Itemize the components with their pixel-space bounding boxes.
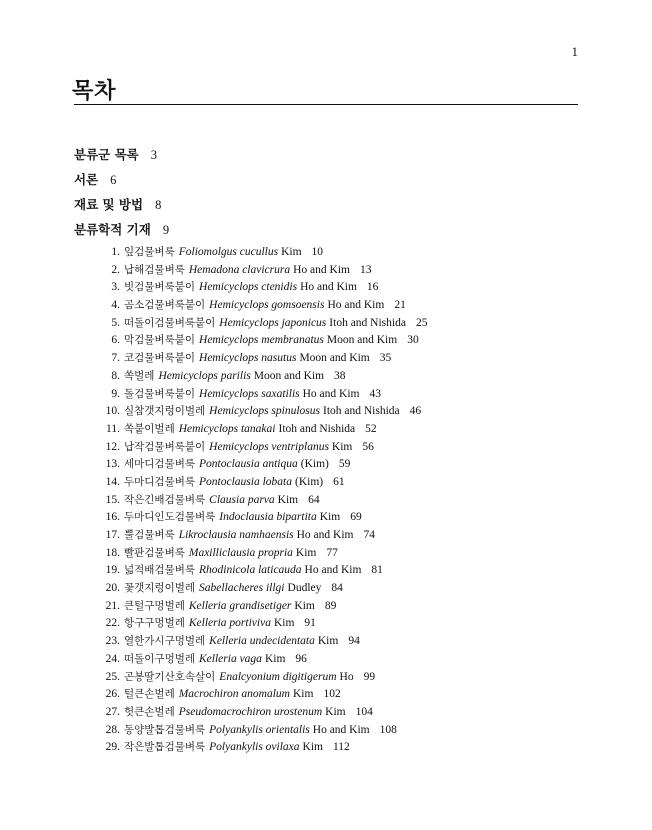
entry-page-number: 91 bbox=[304, 617, 316, 630]
entry-scientific-name: Macrochiron anomalum bbox=[178, 688, 290, 701]
entry-korean-name: 쏙벌레 bbox=[124, 369, 155, 382]
entry-scientific-name: Hemicyclops gomsoensis bbox=[209, 299, 325, 312]
entry-author: (Kim) bbox=[294, 475, 324, 488]
entry-page-number: 81 bbox=[371, 564, 383, 577]
entry-page-number: 104 bbox=[355, 705, 373, 718]
entry-page-number: 102 bbox=[323, 688, 341, 701]
section-label: 분류군 목록 bbox=[74, 147, 139, 162]
toc-entry bbox=[96, 704, 427, 722]
entry-page-number: 94 bbox=[348, 635, 360, 648]
entry-number: 19. bbox=[105, 564, 120, 577]
entry-page-number: 10 bbox=[311, 246, 324, 258]
toc-entry bbox=[96, 474, 427, 492]
entry-korean-name: 빗검물벼룩붙이 bbox=[124, 281, 196, 294]
toc-entry bbox=[96, 421, 427, 439]
entry-author: Ho and Kim bbox=[293, 263, 350, 276]
toc-entry bbox=[96, 615, 427, 633]
entry-number: 8. bbox=[111, 369, 120, 382]
entry-author: Kim bbox=[319, 511, 341, 524]
entry-page-number: 74 bbox=[363, 529, 375, 541]
toc-entry bbox=[96, 262, 427, 280]
entry-author: Kim bbox=[277, 493, 299, 506]
entry-page-number: 43 bbox=[369, 387, 381, 400]
entry-scientific-name: Kelleria undecidentata bbox=[209, 635, 315, 648]
entry-number: 24. bbox=[105, 652, 120, 665]
entry-scientific-name: Hemadona clavicrura bbox=[188, 263, 291, 276]
entry-author: Kim bbox=[325, 705, 346, 718]
entry-number: 1. bbox=[111, 246, 120, 258]
entry-korean-name: 납작검물벼룩붙이 bbox=[124, 440, 206, 453]
entry-number: 28. bbox=[105, 723, 120, 736]
entry-number: 12. bbox=[105, 440, 120, 453]
entry-korean-name: 떠돌이검물벼룩붙이 bbox=[124, 316, 216, 329]
section-page: 3 bbox=[150, 148, 157, 162]
title-divider bbox=[74, 104, 578, 105]
entry-korean-name: 잎검물벼룩 bbox=[124, 246, 175, 258]
entry-number: 13. bbox=[105, 458, 120, 471]
entry-korean-name: 작은긴배검물벼룩 bbox=[124, 493, 206, 506]
toc-entry bbox=[96, 722, 427, 740]
entry-scientific-name: Polyankylis ovilaxa bbox=[209, 741, 300, 754]
toc-entry bbox=[96, 350, 427, 368]
section-page: 9 bbox=[162, 223, 170, 237]
entry-number: 29. bbox=[105, 741, 120, 754]
entry-page-number: 52 bbox=[365, 422, 377, 435]
toc-section-introduction bbox=[74, 171, 169, 196]
entry-page-number: 96 bbox=[295, 652, 307, 665]
toc-entry bbox=[96, 332, 427, 350]
entry-author: Itoh and Nishida bbox=[329, 316, 406, 329]
entry-page-number: 16 bbox=[366, 281, 379, 294]
entry-number: 25. bbox=[105, 670, 120, 683]
entry-number: 20. bbox=[105, 582, 120, 595]
entry-number: 9. bbox=[111, 387, 120, 400]
section-label: 서론 bbox=[74, 172, 99, 187]
section-page: 6 bbox=[110, 173, 117, 187]
entry-page-number: 84 bbox=[331, 582, 343, 595]
entry-author: Kim bbox=[264, 652, 286, 665]
toc-entry bbox=[96, 651, 427, 669]
entry-author: Ho and Kim bbox=[304, 564, 362, 577]
section-page: 8 bbox=[155, 198, 162, 212]
entry-korean-name: 떠돌이구멍벌레 bbox=[124, 652, 196, 665]
entry-page-number: 56 bbox=[362, 440, 374, 453]
entry-scientific-name: Kelleria grandisetiger bbox=[188, 599, 292, 612]
entry-korean-name: 실참갯지렁이벌레 bbox=[124, 405, 206, 418]
entry-author: Kim bbox=[281, 246, 302, 258]
entry-number: 2. bbox=[111, 263, 120, 276]
entry-page-number: 112 bbox=[332, 741, 350, 754]
toc-entry bbox=[96, 368, 427, 386]
toc-section-systematic-accounts bbox=[74, 221, 169, 246]
entry-korean-name: 항구구멍벌레 bbox=[124, 617, 185, 630]
entry-author: Ho and Kim bbox=[302, 387, 360, 400]
entry-page-number: 77 bbox=[326, 546, 338, 559]
entry-korean-name: 세마디검물벼룩 bbox=[124, 458, 196, 471]
entry-page-number: 21 bbox=[394, 299, 406, 312]
entry-scientific-name: Hemicyclops saxatilis bbox=[199, 387, 300, 400]
page-title: 목차 bbox=[72, 79, 117, 104]
toc-section-taxa-list bbox=[74, 146, 169, 171]
entry-author: Ho and Kim bbox=[312, 723, 370, 736]
entry-number: 27. bbox=[105, 705, 120, 718]
entry-korean-name: 꽃갯지렁이벌레 bbox=[124, 582, 196, 595]
entry-scientific-name: Pontoclausia lobata bbox=[199, 475, 292, 488]
toc-entry bbox=[96, 456, 427, 474]
entry-author: Ho and Kim bbox=[300, 281, 357, 294]
toc-entry bbox=[96, 315, 427, 333]
entry-number: 5. bbox=[111, 316, 120, 329]
entry-author: Ho bbox=[339, 670, 354, 683]
entry-number: 4. bbox=[111, 299, 120, 312]
entry-scientific-name: Hemicyclops ventriplanus bbox=[209, 440, 329, 453]
entry-author: Itoh and Nishida bbox=[278, 422, 356, 435]
entry-author: (Kim) bbox=[300, 458, 329, 471]
entry-scientific-name: Rhodinicola laticauda bbox=[199, 564, 302, 577]
toc-entry bbox=[96, 545, 427, 563]
entry-korean-name: 빨판검물벼룩 bbox=[124, 546, 185, 559]
entry-korean-name: 곰소검물벼룩붙이 bbox=[124, 299, 206, 312]
entry-scientific-name: Hemicyclops nasutus bbox=[199, 352, 297, 365]
toc-entry bbox=[96, 527, 427, 545]
entry-scientific-name: Hemicyclops parilis bbox=[158, 369, 251, 382]
toc-entry bbox=[96, 739, 427, 757]
entry-author: Kim bbox=[331, 440, 353, 453]
entry-scientific-name: Likroclausia namhaensis bbox=[178, 529, 294, 541]
entry-scientific-name: Kelleria portiviva bbox=[188, 617, 271, 630]
entry-scientific-name: Pontoclausia antiqua bbox=[199, 458, 298, 471]
entry-number: 23. bbox=[105, 635, 120, 648]
entry-number: 26. bbox=[105, 688, 120, 701]
entry-author: Ho and Kim bbox=[327, 299, 385, 312]
entry-page-number: 108 bbox=[379, 723, 397, 736]
entry-number: 21. bbox=[105, 599, 120, 612]
entry-scientific-name: Enalcyonium digitigerum bbox=[219, 670, 337, 683]
entry-page-number: 64 bbox=[308, 493, 320, 506]
entry-korean-name: 코검물벼룩붙이 bbox=[124, 352, 196, 365]
entry-page-number: 38 bbox=[334, 369, 346, 382]
entry-scientific-name: Polyankylis orientalis bbox=[209, 723, 310, 736]
entry-author: Itoh and Nishida bbox=[323, 405, 400, 418]
entry-scientific-name: Clausia parva bbox=[209, 493, 275, 506]
entry-author: Kim bbox=[295, 546, 317, 559]
entry-page-number: 61 bbox=[333, 475, 345, 488]
toc-section-materials-methods bbox=[74, 196, 169, 221]
entry-number: 15. bbox=[105, 493, 120, 506]
entry-author: Moon and Kim bbox=[326, 334, 398, 347]
entry-number: 18. bbox=[105, 546, 120, 559]
entry-scientific-name: Hemicyclops membranatus bbox=[199, 334, 324, 347]
toc-entry bbox=[96, 492, 427, 510]
entry-author: Moon and Kim bbox=[253, 369, 325, 382]
entry-page-number: 89 bbox=[324, 599, 337, 612]
section-label: 재료 및 방법 bbox=[74, 197, 144, 212]
entry-author: Kim bbox=[317, 635, 339, 648]
entry-author: Ho and Kim bbox=[296, 529, 354, 541]
entry-number: 16. bbox=[105, 511, 120, 524]
entry-number: 10. bbox=[105, 405, 120, 418]
entry-page-number: 69 bbox=[350, 511, 362, 524]
entry-scientific-name: Sabellacheres illgi bbox=[199, 582, 285, 595]
entry-korean-name: 돌검물벼룩붙이 bbox=[124, 387, 196, 400]
entry-korean-name: 작은발톱검물벼룩 bbox=[124, 741, 206, 754]
entry-page-number: 30 bbox=[407, 334, 419, 347]
entry-number: 17. bbox=[105, 529, 120, 541]
entry-korean-name: 두마디검물벼룩 bbox=[124, 475, 196, 488]
section-label: 분류학적 기재 bbox=[74, 222, 151, 237]
entry-korean-name: 막검물벼룩붙이 bbox=[124, 334, 196, 347]
entry-korean-name: 큰털구멍벌레 bbox=[124, 599, 185, 612]
entry-scientific-name: Maxilliclausia propria bbox=[188, 546, 293, 559]
entry-korean-name: 뿔검물벼룩 bbox=[124, 529, 175, 541]
entry-page-number: 25 bbox=[415, 316, 428, 329]
toc-entry bbox=[96, 244, 427, 262]
entry-page-number: 59 bbox=[338, 458, 351, 471]
species-entry-list bbox=[96, 244, 427, 757]
toc-entry bbox=[96, 598, 427, 616]
entry-page-number: 46 bbox=[409, 405, 422, 418]
toc-entry bbox=[96, 686, 427, 704]
entry-korean-name: 동양발톱검물벼룩 bbox=[124, 723, 206, 736]
entry-page-number: 13 bbox=[359, 263, 372, 276]
entry-korean-name: 헛큰손벌레 bbox=[124, 705, 175, 718]
entry-number: 22. bbox=[105, 617, 120, 630]
entry-korean-name: 열한가시구멍벌레 bbox=[124, 635, 206, 648]
entry-author: Moon and Kim bbox=[299, 352, 370, 365]
entry-scientific-name: Indoclausia bipartita bbox=[219, 511, 317, 524]
toc-entry bbox=[96, 386, 427, 404]
toc-entry bbox=[96, 279, 427, 297]
page-number: 1 bbox=[571, 44, 578, 59]
entry-page-number: 35 bbox=[379, 352, 392, 365]
entry-korean-name: 곤봉딸기산호속살이 bbox=[124, 670, 216, 683]
toc-entry bbox=[96, 580, 427, 598]
entry-scientific-name: Hemicyclops tanakai bbox=[178, 422, 276, 435]
entry-number: 6. bbox=[111, 334, 120, 347]
toc-sections bbox=[74, 146, 169, 246]
toc-entry bbox=[96, 403, 427, 421]
entry-scientific-name: Kelleria vaga bbox=[199, 652, 262, 665]
toc-entry bbox=[96, 439, 427, 457]
entry-korean-name: 납해검물벼룩 bbox=[124, 263, 185, 276]
entry-number: 7. bbox=[111, 352, 120, 365]
entry-scientific-name: Hemicyclops spinulosus bbox=[209, 405, 320, 418]
toc-entry bbox=[96, 562, 427, 580]
toc-entry bbox=[96, 669, 427, 687]
entry-number: 11. bbox=[106, 422, 120, 435]
entry-author: Kim bbox=[294, 599, 315, 612]
entry-author: Dudley bbox=[287, 582, 322, 595]
entry-korean-name: 쏙붙이벌레 bbox=[124, 422, 175, 435]
entry-scientific-name: Hemicyclops japonicus bbox=[219, 316, 327, 329]
entry-author: Kim bbox=[273, 617, 295, 630]
entry-korean-name: 두마디인도검물벼룩 bbox=[124, 511, 216, 524]
entry-author: Kim bbox=[302, 741, 323, 754]
entry-scientific-name: Pseudomacrochiron urostenum bbox=[178, 705, 323, 718]
entry-number: 3. bbox=[111, 281, 120, 294]
entry-author: Kim bbox=[292, 688, 314, 701]
entry-number: 14. bbox=[105, 475, 120, 488]
toc-entry bbox=[96, 633, 427, 651]
toc-entry bbox=[96, 509, 427, 527]
entry-scientific-name: Foliomolgus cucullus bbox=[178, 246, 279, 258]
entry-scientific-name: Hemicyclops ctenidis bbox=[199, 281, 298, 294]
entry-page-number: 99 bbox=[363, 670, 376, 683]
entry-korean-name: 넓적배검물벼룩 bbox=[124, 564, 196, 577]
toc-entry bbox=[96, 297, 427, 315]
entry-korean-name: 털큰손벌레 bbox=[124, 688, 175, 701]
